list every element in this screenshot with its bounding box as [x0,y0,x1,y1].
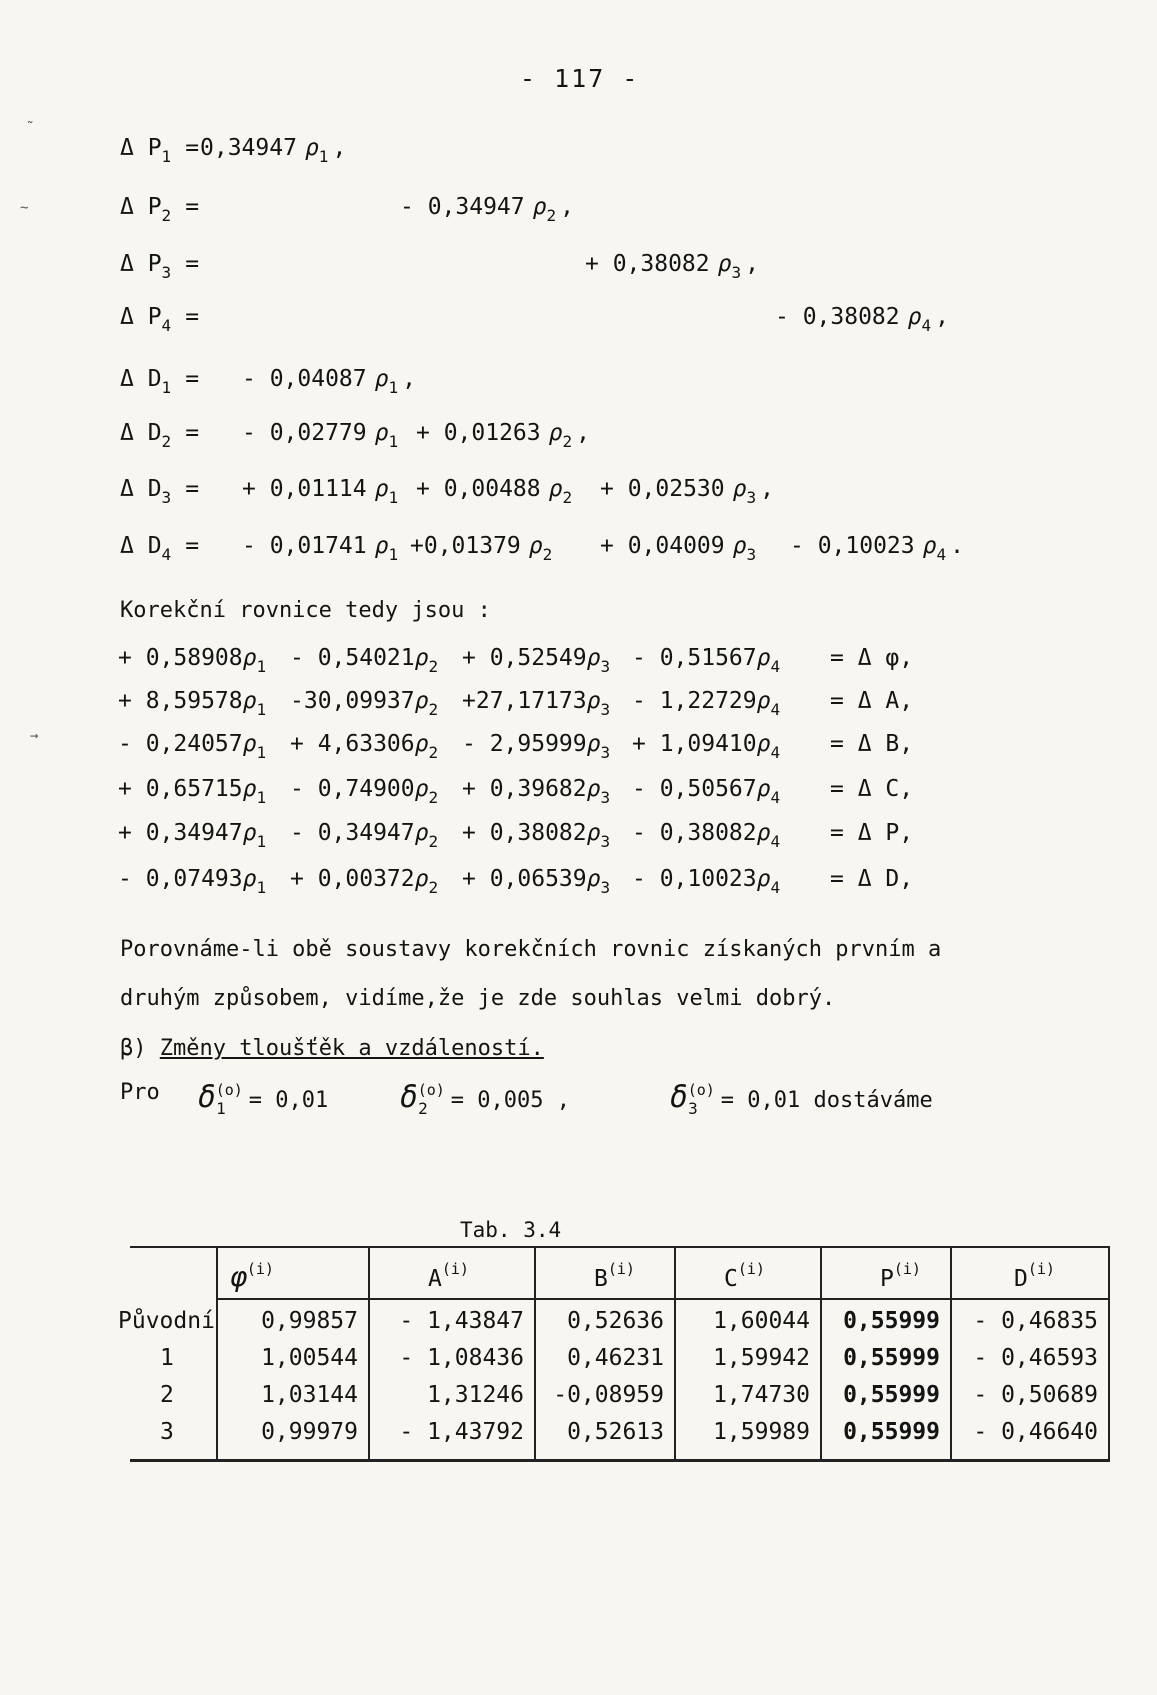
term-rho: ρ [374,420,389,446]
correction-term [118,866,266,897]
term-rho: ρ [532,194,547,220]
term-coefficient: + 0,01114 [242,476,367,502]
term-tail: , [745,251,759,277]
correction-rhs: = Δ P, [830,820,914,846]
delta-superscript: (o) [687,1081,715,1099]
term-rho-subscript: 2 [428,878,439,897]
term-rho: ρ [732,476,747,502]
header-name: φ [230,1260,247,1293]
equals-sign: = [185,135,200,161]
table-cell: 0,99857 [261,1308,358,1334]
delta-symbol: δ [198,1080,217,1115]
term-coefficient: - 0,74900 [290,776,415,802]
term-coefficient: + 0,38082 [585,251,710,277]
term-rho-subscript: 3 [746,488,757,507]
equation-term [242,366,416,397]
correction-term [290,645,438,676]
equals-sign: = [185,251,200,277]
term-rho-subscript: 3 [600,700,611,719]
term-rho-subscript: 2 [428,788,439,807]
correction-rhs: = Δ A, [830,688,914,714]
term-rho: ρ [374,366,389,392]
term-rho-subscript: 3 [600,832,611,851]
term-rho: ρ [242,820,257,846]
term-coefficient: + 8,59578 [118,688,243,714]
term-coefficient: - 2,95999 [462,731,587,757]
term-rho: ρ [756,688,771,714]
term-rho: ρ [756,820,771,846]
equation-term [585,251,759,282]
table-cell: 0,55999 [843,1382,940,1408]
term-rho-subscript: 2 [428,832,439,851]
term-rho: ρ [586,776,601,802]
section-title: Změny tloušťěk a vzdáleností. [159,1036,544,1061]
term-rho: ρ [414,731,429,757]
term-rho-subscript: 2 [546,206,557,225]
term-rho: ρ [756,731,771,757]
correction-term [290,866,438,897]
term-rho: ρ [922,533,937,559]
correction-term [632,776,780,807]
table-header-cell [880,1260,921,1292]
margin-mark: ~ [20,200,29,216]
term-rho: ρ [717,251,732,277]
equation-term [600,533,760,564]
section-prefix: β) [120,1036,147,1061]
term-coefficient: - 0,34947 [290,820,415,846]
equation-row [0,304,1157,344]
equation-row [0,366,1157,406]
term-rho-subscript: 3 [600,788,611,807]
term-rho-subscript: 4 [770,657,781,676]
term-rho: ρ [586,645,601,671]
correction-term [462,820,610,851]
delta-value: = 0,01 dostáváme [720,1088,933,1113]
equation-term [775,304,949,335]
table-cell: -0,08959 [553,1382,664,1408]
lhs-subscript: 4 [161,545,172,564]
term-rho-subscript: 1 [256,657,267,676]
term-rho-subscript: 1 [256,878,267,897]
header-superscript: (i) [737,1260,765,1278]
correction-term [462,688,610,719]
term-coefficient: - 0,34947 [400,194,525,220]
equation-row [0,251,1157,291]
table-cell: 0,52613 [567,1419,664,1445]
lhs-symbol: Δ D [120,533,162,559]
term-coefficient: + 0,58908 [118,645,243,671]
page-number: - 117 - [520,64,640,93]
term-rho: ρ [586,731,601,757]
lhs-symbol: Δ P [120,194,162,220]
table-header-rule [216,1298,1110,1300]
header-superscript: (i) [441,1260,469,1278]
term-rho: ρ [414,866,429,892]
equation-term [242,533,402,564]
pro-value [198,1080,328,1118]
term-rho: ρ [528,533,543,559]
term-rho-subscript: 4 [921,316,932,335]
term-coefficient: + 0,06539 [462,866,587,892]
correction-term [290,688,438,719]
term-coefficient: +27,17173 [462,688,587,714]
table-cell: - 0,46640 [973,1419,1098,1445]
delta-value: = 0,01 [248,1088,329,1113]
equation-term [400,194,574,225]
term-coefficient: - 0,02779 [242,420,367,446]
equation-row [0,476,1157,516]
lhs-subscript: 3 [161,263,172,282]
table-cell: 0,55999 [843,1419,940,1445]
delta-subscript: 3 [688,1099,698,1118]
lhs-subscript: 2 [161,432,172,451]
lhs-subscript: 4 [161,316,172,335]
pro-line [120,1080,160,1105]
correction-term [118,776,266,807]
equation-term [200,135,346,166]
term-rho: ρ [414,776,429,802]
term-coefficient: + 0,65715 [118,776,243,802]
pro-value [670,1080,933,1118]
term-tail: , [560,194,574,220]
term-rho-subscript: 4 [770,878,781,897]
correction-term [462,645,610,676]
term-coefficient: + 0,00372 [290,866,415,892]
correction-rhs: = Δ D, [830,866,914,892]
table-cell: - 0,46593 [973,1345,1098,1371]
term-rho-subscript: 4 [936,545,947,564]
correction-term [462,731,610,762]
margin-mark: → [30,728,39,744]
term-rho-subscript: 1 [388,432,399,451]
correction-row [0,688,1157,728]
table-caption: Tab. 3.4 [460,1218,562,1242]
equals-sign: = [185,420,200,446]
term-rho: ρ [548,476,563,502]
equation-term [790,533,964,564]
table-cell: 0,55999 [843,1345,940,1371]
term-tail: , [332,135,347,161]
table-row-label: 1 [160,1345,174,1371]
correction-term [632,731,780,762]
table-cell: 0,99979 [261,1419,358,1445]
table-cell: 1,60044 [713,1308,810,1334]
header-superscript: (i) [1027,1260,1055,1278]
header-superscript: (i) [893,1260,921,1278]
term-rho-subscript: 2 [428,743,439,762]
lhs-symbol: Δ D [120,476,162,502]
header-superscript: (i) [246,1260,274,1278]
header-name: B [594,1266,608,1292]
term-rho: ρ [242,776,257,802]
term-rho: ρ [414,688,429,714]
table-bottom-rule [130,1459,1110,1462]
header-name: D [1014,1266,1028,1292]
term-rho-subscript: 1 [256,700,267,719]
term-rho-subscript: 2 [562,488,573,507]
term-rho: ρ [907,304,922,330]
delta-symbol: δ [400,1080,419,1115]
equation-lhs [120,533,199,564]
term-rho-subscript: 3 [600,657,611,676]
table-cell: - 0,50689 [973,1382,1098,1408]
lhs-symbol: Δ D [120,366,162,392]
table-row-label: Původní [118,1308,215,1334]
delta-subscript: 2 [418,1099,428,1118]
delta-superscript: (o) [417,1081,445,1099]
equation-lhs [120,194,199,225]
term-rho-subscript: 3 [731,263,742,282]
table-cell: 0,52636 [567,1308,664,1334]
equation-row [0,194,1157,234]
term-coefficient: - 0,24057 [118,731,243,757]
term-rho-subscript: 3 [600,878,611,897]
delta-symbol: δ [670,1080,689,1115]
correction-heading: Korekční rovnice tedy jsou : [120,598,491,623]
term-coefficient: - 0,01741 [242,533,367,559]
term-rho-subscript: 1 [318,147,329,166]
table-cell: 1,59989 [713,1419,810,1445]
term-coefficient: - 0,51567 [632,645,757,671]
correction-term [118,688,266,719]
table-cell: - 0,46835 [973,1308,1098,1334]
table-cell: 0,46231 [567,1345,664,1371]
correction-term [118,731,266,762]
equation-lhs [120,251,199,282]
table-cell: 1,31246 [427,1382,524,1408]
table-row-label: 2 [160,1382,174,1408]
correction-term [632,688,780,719]
term-rho: ρ [242,645,257,671]
equation-term [242,476,402,507]
margin-mark: ˜ [26,120,35,136]
term-rho-subscript: 1 [388,488,399,507]
term-rho-subscript: 2 [428,700,439,719]
term-coefficient: - 1,22729 [632,688,757,714]
lhs-subscript: 1 [161,378,172,397]
correction-term [118,820,266,851]
equation-term [416,420,590,451]
term-tail: , [935,304,949,330]
pro-value [400,1080,570,1118]
section-heading [120,1036,544,1061]
delta-value: = 0,005 , [450,1088,571,1113]
term-rho-subscript: 3 [600,743,611,762]
term-rho: ρ [586,688,601,714]
equals-sign: = [185,194,200,220]
equals-sign: = [185,533,200,559]
table-header-cell [230,1260,274,1293]
table-cell: 1,74730 [713,1382,810,1408]
table-cell: 1,59942 [713,1345,810,1371]
correction-term [462,776,610,807]
term-rho: ρ [374,533,389,559]
term-coefficient: - 0,10023 [632,866,757,892]
term-rho: ρ [586,820,601,846]
term-tail: , [576,420,590,446]
term-rho-subscript: 4 [770,832,781,851]
correction-row [0,645,1157,685]
term-coefficient: + 0,52549 [462,645,587,671]
correction-term [290,820,438,851]
term-coefficient: + 4,63306 [290,731,415,757]
paragraph-line-1: Porovnáme-li obě soustavy korekčních rovnic získaných prvním a [120,937,942,962]
correction-term [632,820,780,851]
term-rho: ρ [756,866,771,892]
term-coefficient: + 1,09410 [632,731,757,757]
term-rho: ρ [242,866,257,892]
term-rho: ρ [414,820,429,846]
lhs-symbol: Δ D [120,420,162,446]
term-coefficient: - 0,04087 [242,366,367,392]
correction-term [632,645,780,676]
table-cell: 1,00544 [261,1345,358,1371]
table-row-label: 3 [160,1419,174,1445]
table-top-rule [130,1246,1110,1248]
equation-term [600,476,774,507]
table-header-cell [1014,1260,1055,1292]
equation-lhs [120,304,199,335]
table-header-cell [724,1260,765,1292]
table-header-cell [594,1260,635,1292]
term-rho-subscript: 2 [562,432,573,451]
term-rho: ρ [732,533,747,559]
table-cell: 0,55999 [843,1308,940,1334]
term-rho: ρ [414,645,429,671]
term-rho-subscript: 1 [256,743,267,762]
correction-rhs: = Δ C, [830,776,914,802]
equation-row [0,135,1157,175]
lhs-subscript: 3 [161,488,172,507]
correction-row [0,776,1157,816]
term-rho-subscript: 1 [388,545,399,564]
correction-term [290,731,438,762]
correction-term [632,866,780,897]
table-cell: - 1,43792 [399,1419,524,1445]
equation-lhs [120,135,199,166]
term-coefficient: - 0,38082 [775,304,900,330]
term-rho-subscript: 3 [746,545,757,564]
delta-subscript: 1 [216,1099,226,1118]
header-name: P [880,1266,894,1292]
header-name: C [724,1266,738,1292]
term-rho-subscript: 1 [256,832,267,851]
header-name: A [428,1266,442,1292]
term-coefficient: - 0,07493 [118,866,243,892]
lhs-symbol: Δ P [120,304,162,330]
correction-row [0,820,1157,860]
equation-row [0,420,1157,460]
term-coefficient: +0,01379 [410,533,521,559]
term-tail: . [950,533,964,559]
term-coefficient: + 0,00488 [416,476,541,502]
equation-row [0,533,1157,573]
term-coefficient: + 0,02530 [600,476,725,502]
term-rho-subscript: 4 [770,743,781,762]
table-column-rule [1108,1246,1110,1461]
term-coefficient: + 0,39682 [462,776,587,802]
term-rho: ρ [304,135,319,161]
term-coefficient: + 0,34947 [118,820,243,846]
delta-superscript: (o) [215,1081,243,1099]
paragraph-line-2: druhým způsobem, vidíme,že je zde souhlas velmi dobrý. [120,986,836,1011]
term-rho: ρ [242,731,257,757]
table-cell: 1,03144 [261,1382,358,1408]
pro-label: Pro [120,1080,160,1105]
equation-term [410,533,556,564]
correction-term [290,776,438,807]
equation-term [242,420,402,451]
table-cell: - 1,43847 [399,1308,524,1334]
term-coefficient: + 0,01263 [416,420,541,446]
term-coefficient: + 0,38082 [462,820,587,846]
correction-term [118,645,266,676]
term-rho-subscript: 4 [770,700,781,719]
term-rho: ρ [242,688,257,714]
table-cell: - 1,08436 [399,1345,524,1371]
correction-term [462,866,610,897]
term-rho-subscript: 2 [428,657,439,676]
term-rho-subscript: 1 [256,788,267,807]
lhs-subscript: 2 [161,206,172,225]
lhs-subscript: 1 [161,147,172,166]
equals-sign: = [185,304,200,330]
term-coefficient: -30,09937 [290,688,415,714]
equation-lhs [120,420,199,451]
term-rho: ρ [586,866,601,892]
term-coefficient: - 0,10023 [790,533,915,559]
term-rho-subscript: 4 [770,788,781,807]
equals-sign: = [185,476,200,502]
table-header-cell [428,1260,469,1292]
term-rho: ρ [756,645,771,671]
term-rho-subscript: 2 [542,545,553,564]
equation-lhs [120,366,199,397]
equation-term [416,476,576,507]
equals-sign: = [185,366,200,392]
term-rho: ρ [756,776,771,802]
term-coefficient: - 0,54021 [290,645,415,671]
correction-row [0,866,1157,906]
term-rho-subscript: 1 [388,378,399,397]
term-tail: , [402,366,416,392]
correction-row [0,731,1157,771]
lhs-symbol: Δ P [120,135,162,161]
header-superscript: (i) [607,1260,635,1278]
term-tail: , [760,476,774,502]
term-coefficient: - 0,38082 [632,820,757,846]
term-coefficient: - 0,50567 [632,776,757,802]
term-coefficient: + 0,04009 [600,533,725,559]
correction-rhs: = Δ φ, [830,645,914,671]
term-rho: ρ [548,420,563,446]
correction-rhs: = Δ B, [830,731,914,757]
equation-lhs [120,476,199,507]
lhs-symbol: Δ P [120,251,162,277]
term-rho: ρ [374,476,389,502]
term-coefficient: 0,34947 [200,135,297,161]
